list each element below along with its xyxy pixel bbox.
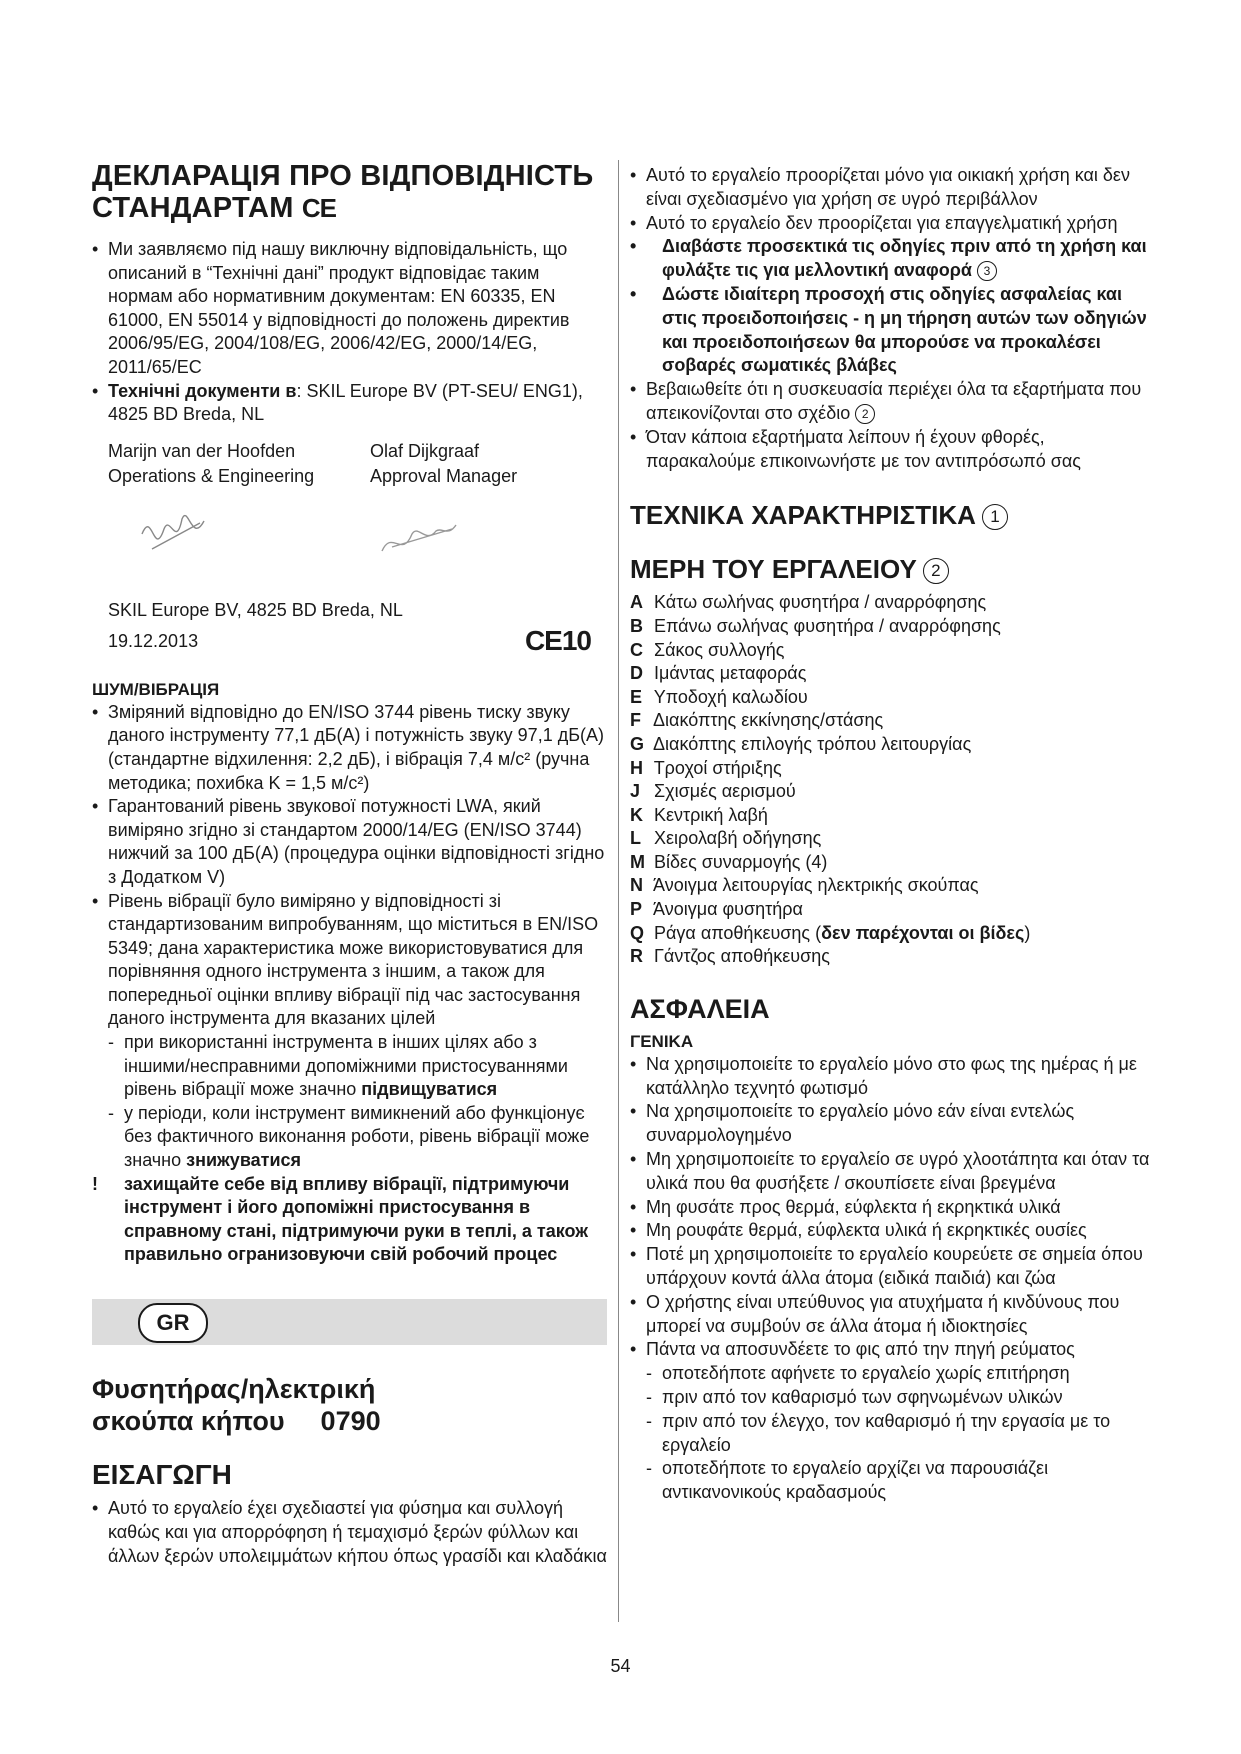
signatories	[92, 439, 607, 489]
list-item: • Διαβάστε προσεκτικά τις οδηγίες πριν από τη χρήση και φυλάξτε τις για μελλοντική αναφορά 3	[630, 235, 1150, 283]
part-key: R	[630, 946, 643, 967]
intro-list	[92, 1497, 607, 1568]
part-item	[630, 945, 1150, 969]
part-key: C	[630, 639, 643, 660]
list-item: • Технічні документи в: SKIL Europe BV (PT-SEU/ ENG1), 4825 BD Breda, NL	[92, 380, 607, 427]
part-item	[630, 874, 1150, 898]
tool-parts-heading: ΜΕΡΗ ΤΟΥ ΕΡΓΑΛΕΙΟΥ 2	[630, 553, 1150, 585]
part-item	[630, 686, 1150, 710]
part-key: Q	[630, 922, 645, 943]
list-item: • Όταν κάποια εξαρτήματα λείπουν ή έχουν φθορές, παρακαλούμε επικοινωνήστε με τον αντιπρόσωπό σας	[630, 426, 1150, 474]
intro-heading: ΕΙΣΑΓΩΓΗ	[92, 1459, 232, 1490]
part-item: Q Ράγα αποθήκευσης (δεν παρέχονται οι βίδες)	[630, 922, 1150, 946]
right-column	[630, 164, 1150, 1505]
warning-item: ! захищайте себе від впливу вібрації, підтримуючи інструмент і його допоміжні пристосування в справному стані, підтримуючи руки в теплі, а також правильно огранизовуючи свій робочий процес	[92, 1173, 607, 1267]
part-key: F	[630, 710, 641, 731]
part-item	[630, 662, 1150, 686]
list-item: • Ми заявляємо під нашу виключну відповідальність, що описаний в “Технічні дані” продукт відповідає таким нормам або нормативним документам: EN 60335, EN 61000, EN 55014 у відповідності до положень директив 2006/95/EG, 2004/108/EG, 2006/42/EG, 2000/14/EG, 2011/65/EC	[92, 238, 607, 380]
page-number: 54	[610, 1656, 631, 1676]
list-item: • Зміряний відповідно до EN/ISO 3744 рівень тиску звуку даного інструменту 77,1 дБ(A) і потужність звуку 97,1 дБ(A) (стандартне відхилення: 2,2 дБ), і вібрація 7,4 м/с² (ручна методика; похибка K = 1,5 м/с²)	[92, 701, 607, 795]
part-label: Άνοιγμα φυσητήρα	[653, 899, 803, 920]
company-address: SKIL Europe BV, 4825 BD Breda, NL	[108, 599, 403, 620]
signature-icon	[92, 489, 607, 597]
part-label: Υποδοχή καλωδίου	[653, 686, 808, 707]
part-key: N	[630, 875, 643, 896]
signatures	[92, 489, 607, 597]
ua-declaration-title: ДЕКЛАРАЦІЯ ПРО ВІДПОВІДНІСТЬ СТАНДАРТАМ CE	[92, 160, 594, 224]
part-label: Κεντρική λαβή	[654, 804, 768, 825]
noise-vibration-heading: ШУМ/ВІБРАЦІЯ	[92, 679, 220, 699]
ce-mark-icon: CE	[301, 193, 336, 223]
signer-name: Olaf Dijkgraaf	[370, 440, 480, 461]
part-item	[630, 851, 1150, 875]
list-item: • Αυτό το εργαλείο έχει σχεδιαστεί για φύσημα και συλλογή καθώς και για απορρόφηση ή τεμαχισμό ξερών φύλλων και άλλων ξερών υπολειμμάτων κήπου όπως γρασίδι και κλαδάκια	[92, 1497, 607, 1568]
list-item: • Ο χρήστης είναι υπεύθυνος για ατυχήματα ή κινδύνους που μπορεί να συμβούν σε άλλα άτομα ή ιδιοκτησίες	[630, 1291, 1150, 1339]
part-label: Κάτω σωλήνας φυσητήρα / αναρρόφησης	[654, 592, 987, 613]
figure-ref-icon: 1	[982, 504, 1008, 530]
list-item: • Πάντα να αποσυνδέετε το φις από την πηγή ρεύματος	[630, 1338, 1150, 1362]
language-bar	[92, 1299, 607, 1345]
part-item	[630, 827, 1150, 851]
part-label: Ράγα αποθήκευσης (	[654, 922, 822, 943]
part-key: P	[630, 899, 643, 920]
signer-role: Approval Manager	[370, 465, 518, 486]
part-item	[630, 615, 1150, 639]
signer-name: Marijn van der Hoofden	[108, 440, 296, 461]
general-heading: ΓΕΝΙΚΑ	[630, 1031, 694, 1051]
part-key: B	[630, 615, 643, 636]
part-item	[630, 709, 1150, 733]
part-key: K	[630, 804, 643, 825]
noise-list	[92, 701, 607, 1267]
column-divider	[618, 160, 619, 1622]
safety-heading: ΑΣΦΑΛΕΙΑ	[630, 993, 770, 1024]
part-label: Γάντζος αποθήκευσης	[654, 946, 830, 967]
list-item: • Μη φυσάτε προς θερμά, εύφλεκτα ή εκρηκτικά υλικά	[630, 1196, 1150, 1220]
part-key: D	[630, 663, 643, 684]
declaration-date: 19.12.2013	[108, 630, 199, 651]
list-item: - οποτεδήποτε αφήνετε το εργαλείο χωρίς επιτήρηση	[646, 1362, 1150, 1386]
product-title: Φυσητήρας/ηλεκτρική σκούπα κήπου 0790	[92, 1374, 381, 1436]
intro-list-continued	[630, 164, 1150, 473]
signer-role: Operations & Engineering	[108, 465, 315, 486]
model-number: 0790	[320, 1406, 381, 1436]
part-key: M	[630, 851, 645, 872]
part-label: Άνοιγμα λειτουργίας ηλεκτρικής σκούπας	[653, 875, 979, 896]
part-key: G	[630, 733, 645, 754]
ce10-mark: CE10	[524, 624, 591, 656]
safety-list	[630, 1053, 1150, 1505]
part-label: Επάνω σωλήνας φυσητήρα / αναρρόφησης	[654, 615, 1001, 636]
list-item: • Αυτό το εργαλείο δεν προορίζεται για επαγγελματική χρήση	[630, 212, 1150, 236]
part-key: A	[630, 592, 643, 613]
tech-specs-heading: ΤΕΧΝΙΚΑ ΧΑΡΑΚΤΗΡΙΣΤΙΚΑ 1	[630, 499, 1150, 531]
list-item: - οποτεδήποτε το εργαλείο αρχίζει να παρουσιάζει αντικανονικούς κραδασμούς	[646, 1457, 1150, 1505]
part-label: Διακόπτης επιλογής τρόπου λειτουργίας	[653, 733, 972, 754]
list-item: • Δώστε ιδιαίτερη προσοχή στις οδηγίες ασφαλείας και στις προειδοποιήσεις - η μη τήρηση αυτών των οδηγιών και προειδοποιήσεων θα μπορούσε να προκαλέσει σοβαρές σωματικές βλάβες	[630, 283, 1150, 378]
parts-list	[630, 591, 1150, 969]
list-item: - πριν από τον έλεγχο, τον καθαρισμό ή την εργασία με το εργαλείο	[646, 1410, 1150, 1458]
figure-ref-icon: 2	[923, 558, 949, 584]
part-key: L	[630, 828, 641, 849]
list-item: • Гарантований рівень звукової потужності LWA, який виміряно згідно зі стандартом 2000/14/EG (EN/ISO 3744) нижчий за 100 дБ(A) (процедура оцінки відповідності згідно з Додатком V)	[92, 795, 607, 889]
part-label: Σχισμές αερισμού	[654, 781, 796, 802]
part-label: Σάκος συλλογής	[654, 639, 785, 660]
list-item: - πριν από τον καθαρισμό των σφηνωμένων υλικών	[646, 1386, 1150, 1410]
part-note: δεν παρέχονται οι βίδες	[821, 922, 1025, 943]
part-item	[630, 591, 1150, 615]
list-item: • Να χρησιμοποιείτε το εργαλείο μόνο εάν είναι εντελώς συναρμολογημένο	[630, 1100, 1150, 1148]
list-item: • Ποτέ μη χρησιμοποιείτε το εργαλείο κουρεύετε σε σημεία όπου υπάρχουν κοντά άλλα άτομα (ειδικά παιδιά) και ζώα	[630, 1243, 1150, 1291]
language-badge: GR	[138, 1303, 208, 1343]
part-key: E	[630, 686, 643, 707]
part-key: H	[630, 757, 643, 778]
list-item: • Μη χρησιμοποιείτε το εργαλείο σε υγρό χλοοτάπητα και όταν τα υλικά που θα φυσήξετε / σκουπίσετε είναι βρεγμένα	[630, 1148, 1150, 1196]
part-label: Διακόπτης εκκίνησης/στάσης	[653, 710, 884, 731]
figure-ref-icon: 2	[855, 404, 875, 424]
list-item: - при використанні інструмента в інших цілях або з іншими/несправними допоміжними пристосуваннями рівень вібрації може значно підвищуватися	[108, 1031, 607, 1102]
list-item: - у періоди, коли інструмент вимикнений або функціонує без фактичного виконання роботи, рівень вібрації може значно знижуватися	[108, 1102, 607, 1173]
part-key: J	[630, 781, 641, 802]
part-item	[630, 733, 1150, 757]
part-item	[630, 804, 1150, 828]
list-item: • Рівень вібрації було виміряно у відповідності зі стандартизованим випробуванням, що міститься в EN/ISO 5349; дана характеристика може використовуватися для порівняння одного інструмента з іншим, а також для попередньої оцінки впливу вібрації під час застосування даного інструмента для вказаних цілей	[92, 890, 607, 1032]
figure-ref-icon: 3	[977, 261, 997, 281]
left-column	[92, 160, 607, 1568]
part-label: Ιμάντας μεταφοράς	[654, 663, 807, 684]
list-item: • Αυτό το εργαλείο προορίζεται μόνο για οικιακή χρήση και δεν είναι σχεδιασμένο για χρήση σε υγρό περιβάλλον	[630, 164, 1150, 212]
declaration-list	[92, 238, 607, 427]
part-item	[630, 780, 1150, 804]
part-item	[630, 757, 1150, 781]
part-item	[630, 639, 1150, 663]
list-item: • Βεβαιωθείτε ότι η συσκευασία περιέχει όλα τα εξαρτήματα που απεικονίζονται στο σχέδιο 2	[630, 378, 1150, 426]
part-label: Τροχοί στήριξης	[653, 757, 782, 778]
list-item: • Μη ρουφάτε θερμά, εύφλεκτα υλικά ή εκρηκτικές ουσίες	[630, 1219, 1150, 1243]
part-label: Χειρολαβή οδήγησης	[654, 828, 822, 849]
list-item: • Να χρησιμοποιείτε το εργαλείο μόνο στο φως της ημέρας ή με κατάλληλο τεχνητό φωτισμό	[630, 1053, 1150, 1101]
part-label: Βίδες συναρμογής (4)	[654, 851, 828, 872]
part-item	[630, 898, 1150, 922]
